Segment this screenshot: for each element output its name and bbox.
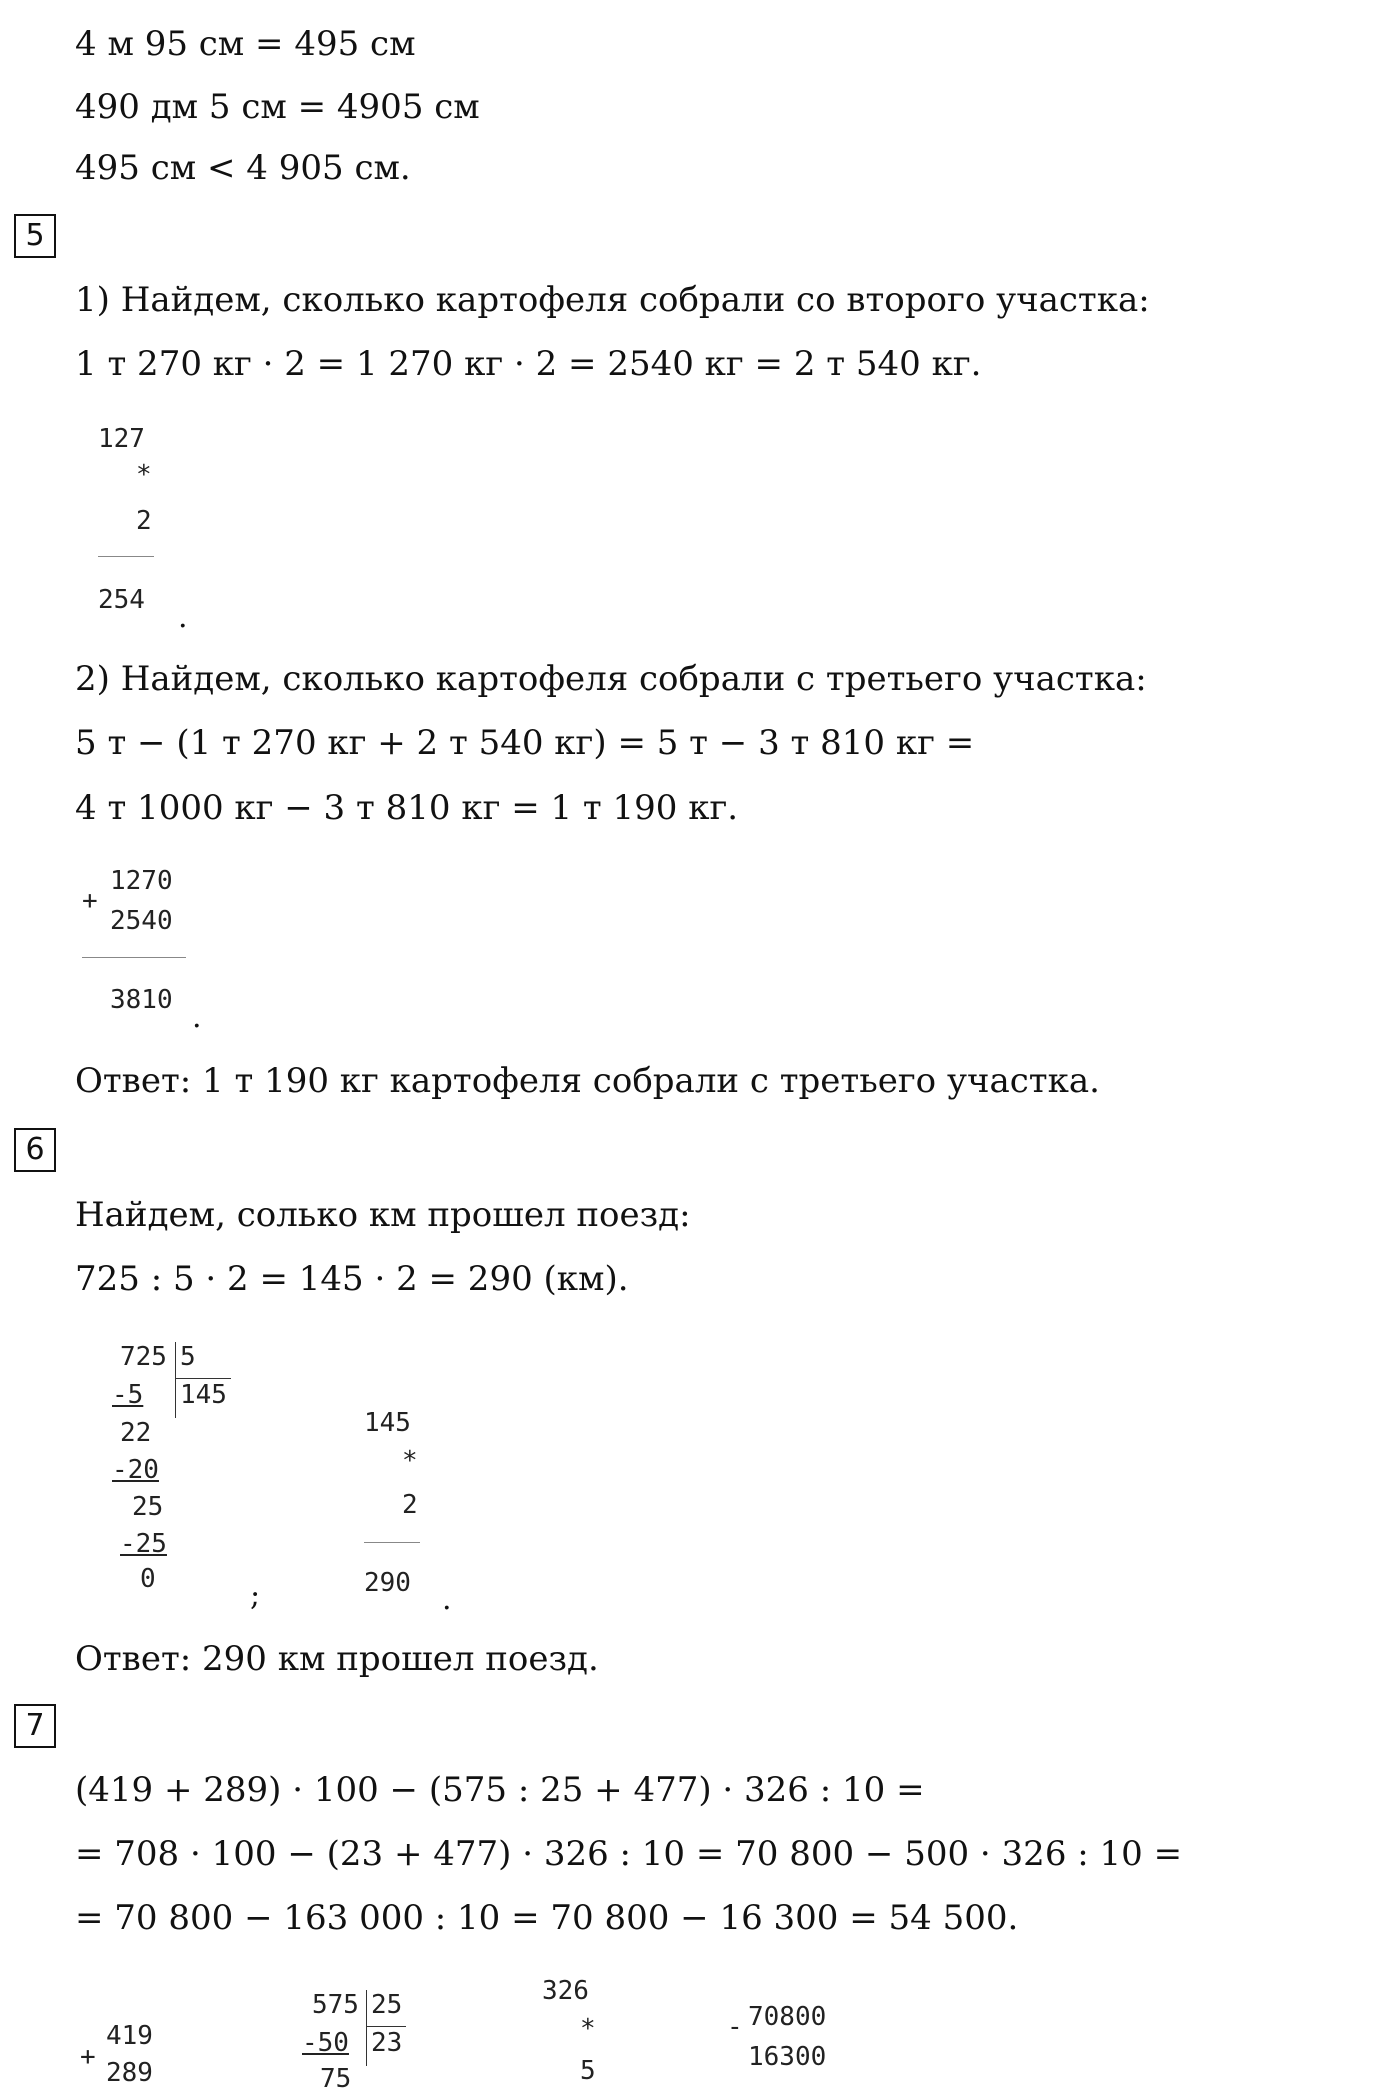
quotient: 23 bbox=[371, 2028, 403, 2058]
task6-answer: Ответ: 290 км прошел поезд. bbox=[75, 1639, 599, 1679]
quotient: 145 bbox=[180, 1380, 227, 1410]
task7-eq2: = 708 · 100 − (23 + 477) · 326 : 10 = 70 800 − 500 · 326 : 10 = bbox=[75, 1834, 1183, 1874]
task6-step: Найдем, солько км прошел поезд: bbox=[75, 1195, 691, 1235]
task5-step2: 2) Найдем, сколько картофеля собрали с третьего участка: bbox=[75, 659, 1147, 699]
multiplier: 2 bbox=[136, 506, 152, 536]
divisor: 25 bbox=[371, 1990, 403, 2020]
text-line: 490 дм 5 см = 4905 см bbox=[75, 87, 480, 127]
task-number-7: 7 bbox=[14, 1704, 56, 1748]
sum: 3810 bbox=[110, 985, 173, 1015]
remainder: 75 bbox=[320, 2064, 352, 2094]
result-rule bbox=[82, 957, 186, 958]
result-rule bbox=[98, 556, 154, 557]
subtrahend: -5 bbox=[112, 1380, 144, 1410]
text-line: 4 м 95 см = 495 см bbox=[75, 24, 416, 64]
period: . bbox=[178, 600, 188, 635]
multiplicand: 145 bbox=[364, 1408, 411, 1438]
multiplicand: 127 bbox=[98, 424, 145, 454]
division-bar bbox=[366, 1990, 367, 2066]
dividend: 575 bbox=[312, 1990, 359, 2020]
operator: * bbox=[580, 2014, 596, 2044]
task6-eq: 725 : 5 · 2 = 145 · 2 = 290 (км). bbox=[75, 1259, 629, 1299]
period: . bbox=[442, 1582, 452, 1617]
operator: + bbox=[80, 2042, 96, 2072]
subtrahend: -25 bbox=[120, 1529, 167, 1559]
subtrahend: -20 bbox=[112, 1455, 159, 1485]
separator: ; bbox=[250, 1578, 261, 1613]
dividend: 725 bbox=[120, 1342, 167, 1372]
product: 290 bbox=[364, 1568, 411, 1598]
operator: * bbox=[402, 1446, 418, 1476]
task5-answer: Ответ: 1 т 190 кг картофеля собрали с третьего участка. bbox=[75, 1061, 1100, 1101]
task-number-5: 5 bbox=[14, 214, 56, 258]
multiplicand: 326 bbox=[542, 1976, 589, 2006]
addend-b: 289 bbox=[106, 2058, 153, 2088]
addend-b: 2540 bbox=[110, 906, 173, 936]
operator: * bbox=[136, 460, 152, 490]
task-number-6: 6 bbox=[14, 1128, 56, 1172]
period: . bbox=[192, 1000, 202, 1035]
text-line: 495 см < 4 905 см. bbox=[75, 148, 411, 188]
subtrahend: -50 bbox=[302, 2028, 349, 2058]
subtrahend: 16300 bbox=[748, 2042, 827, 2072]
multiplier: 2 bbox=[402, 1490, 418, 1520]
minuend: 70800 bbox=[748, 2002, 827, 2032]
remainder: 0 bbox=[140, 1564, 156, 1594]
addend-a: 419 bbox=[106, 2021, 153, 2051]
task5-eq1: 1 т 270 кг · 2 = 1 270 кг · 2 = 2540 кг = 2 т 540 кг. bbox=[75, 344, 982, 384]
divisor: 5 bbox=[180, 1342, 196, 1372]
product: 254 bbox=[98, 585, 145, 615]
task5-eq2a: 5 т − (1 т 270 кг + 2 т 540 кг) = 5 т − 3 т 810 кг = bbox=[75, 723, 975, 763]
multiplier: 5 bbox=[580, 2056, 596, 2086]
operator: + bbox=[82, 886, 98, 916]
result-rule bbox=[364, 1542, 420, 1543]
addend-a: 1270 bbox=[110, 866, 173, 896]
task5-eq2b: 4 т 1000 кг − 3 т 810 кг = 1 т 190 кг. bbox=[75, 788, 739, 828]
remainder: 25 bbox=[132, 1492, 164, 1522]
task7-eq1: (419 + 289) · 100 − (575 : 25 + 477) · 326 : 10 = bbox=[75, 1770, 925, 1810]
division-bar bbox=[175, 1342, 176, 1418]
divisor-rule bbox=[175, 1378, 231, 1379]
task5-step1: 1) Найдем, сколько картофеля собрали со второго участка: bbox=[75, 280, 1150, 320]
divisor-rule bbox=[366, 2026, 406, 2027]
operator: - bbox=[727, 2012, 743, 2042]
remainder: 22 bbox=[120, 1418, 152, 1448]
task7-eq3: = 70 800 − 163 000 : 10 = 70 800 − 16 300 = 54 500. bbox=[75, 1898, 1019, 1938]
